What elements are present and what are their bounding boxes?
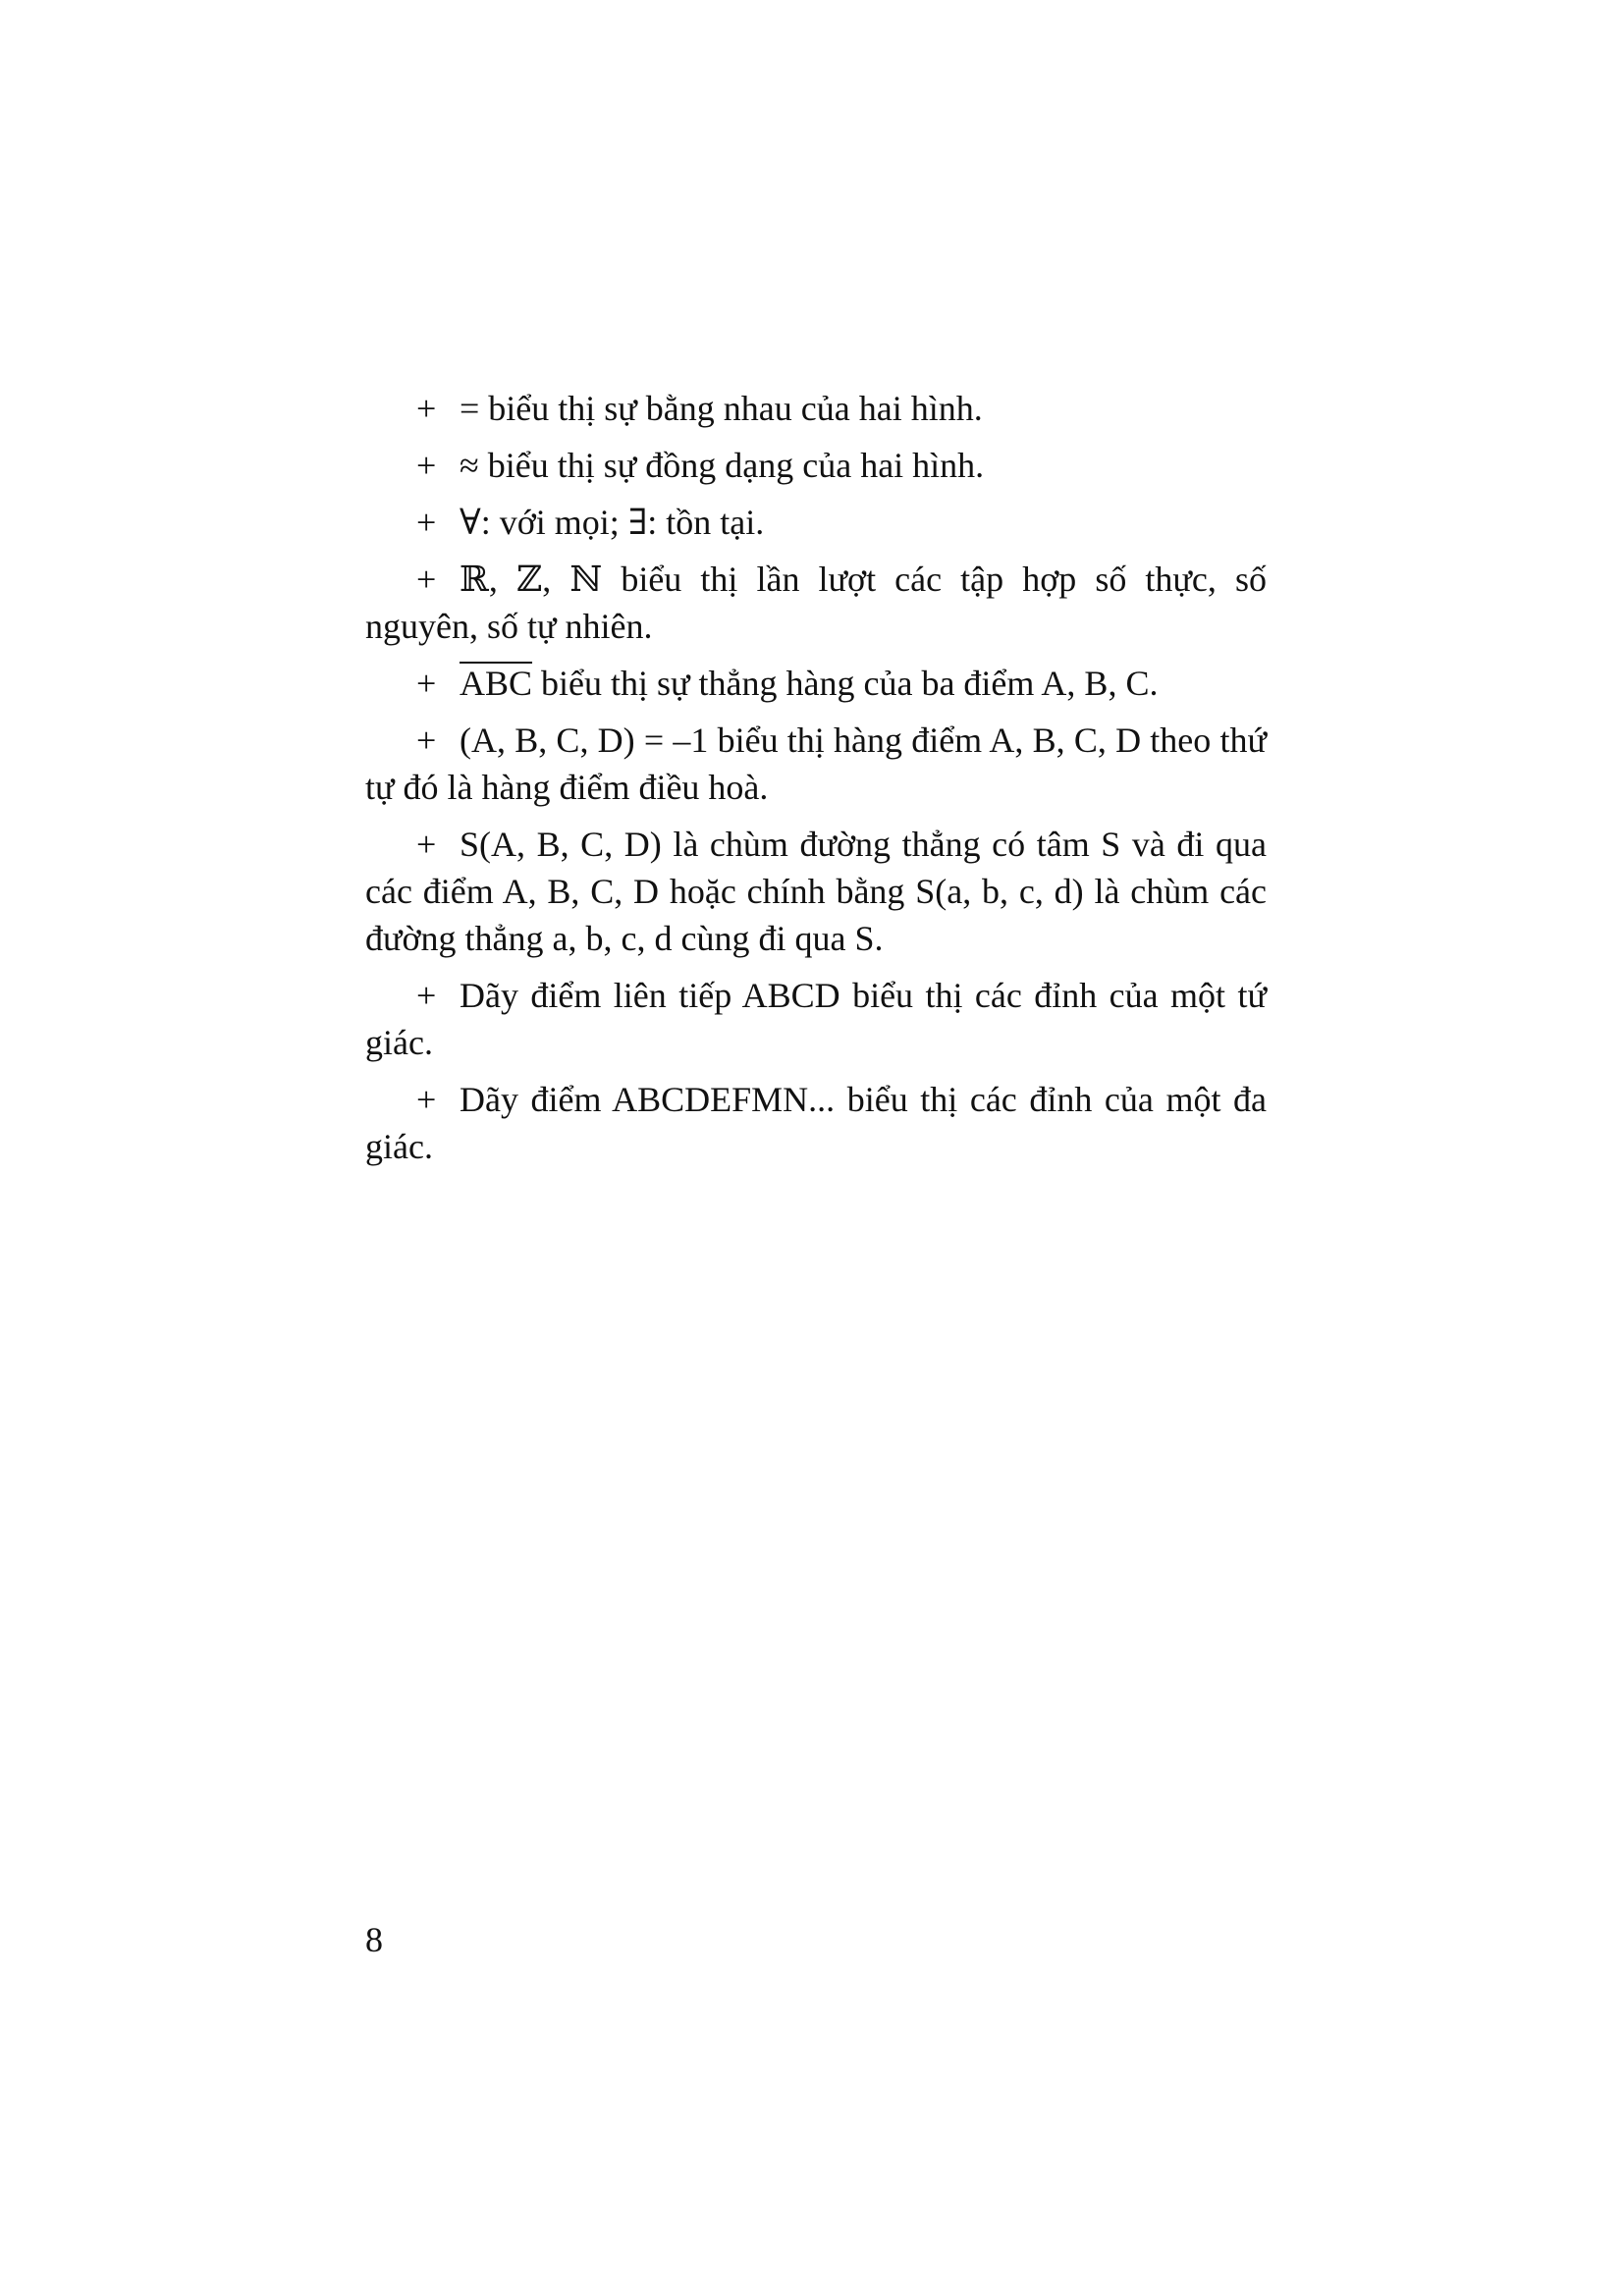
list-item-text: ≈ biểu thị sự đồng dạng của hai hình. [460, 446, 985, 485]
bullet-plus: + [416, 560, 437, 599]
list-item [365, 1076, 1267, 1170]
list-item [365, 385, 1267, 432]
list-item [365, 442, 1267, 489]
notation-list [365, 385, 1267, 1180]
bullet-plus: + [416, 664, 437, 703]
list-item [365, 821, 1267, 962]
list-item [365, 972, 1267, 1066]
list-item [365, 660, 1267, 707]
bullet-plus: + [416, 446, 437, 485]
list-item [365, 499, 1267, 546]
list-item-text: ℝ, ℤ, ℕ biểu thị lần lượt các tập hợp số thực, số nguyên, số tự nhiên. [365, 560, 1267, 646]
collinear-notation: $\overline{ABC}$ [460, 664, 533, 703]
list-item-text: S(A, B, C, D) là chùm đường thẳng có tâm S và đi qua các điểm A, B, C, D hoặc chính bằng S(a, b, c, d) là chùm các đường thẳng a, b, c, d cùng đi qua S. [365, 825, 1267, 958]
list-item-text: = biểu thị sự bằng nhau của hai hình. [460, 389, 983, 428]
bullet-plus: + [416, 976, 437, 1015]
list-item-text: ∀: với mọi; ∃: tồn tại. [460, 503, 765, 542]
bullet-plus: + [416, 721, 437, 760]
list-item-text: Dãy điểm ABCDEFMN... biểu thị các đỉnh của một đa giác. [365, 1080, 1267, 1166]
list-item-text: biểu thị sự thẳng hàng của ba điểm A, B, C. [532, 664, 1159, 703]
list-item [365, 717, 1267, 811]
list-item-text: (A, B, C, D) = –1 biểu thị hàng điểm A, B, C, D theo thứ tự đó là hàng điểm điều hoà. [365, 721, 1267, 807]
bullet-plus: + [416, 825, 437, 864]
page-number: 8 [365, 1920, 383, 1959]
bullet-plus: + [416, 1080, 437, 1119]
list-item-text: Dãy điểm liên tiếp ABCD biểu thị các đỉnh của một tứ giác. [365, 976, 1267, 1062]
list-item [365, 556, 1267, 650]
bullet-plus: + [416, 389, 437, 428]
bullet-plus: + [416, 503, 437, 542]
